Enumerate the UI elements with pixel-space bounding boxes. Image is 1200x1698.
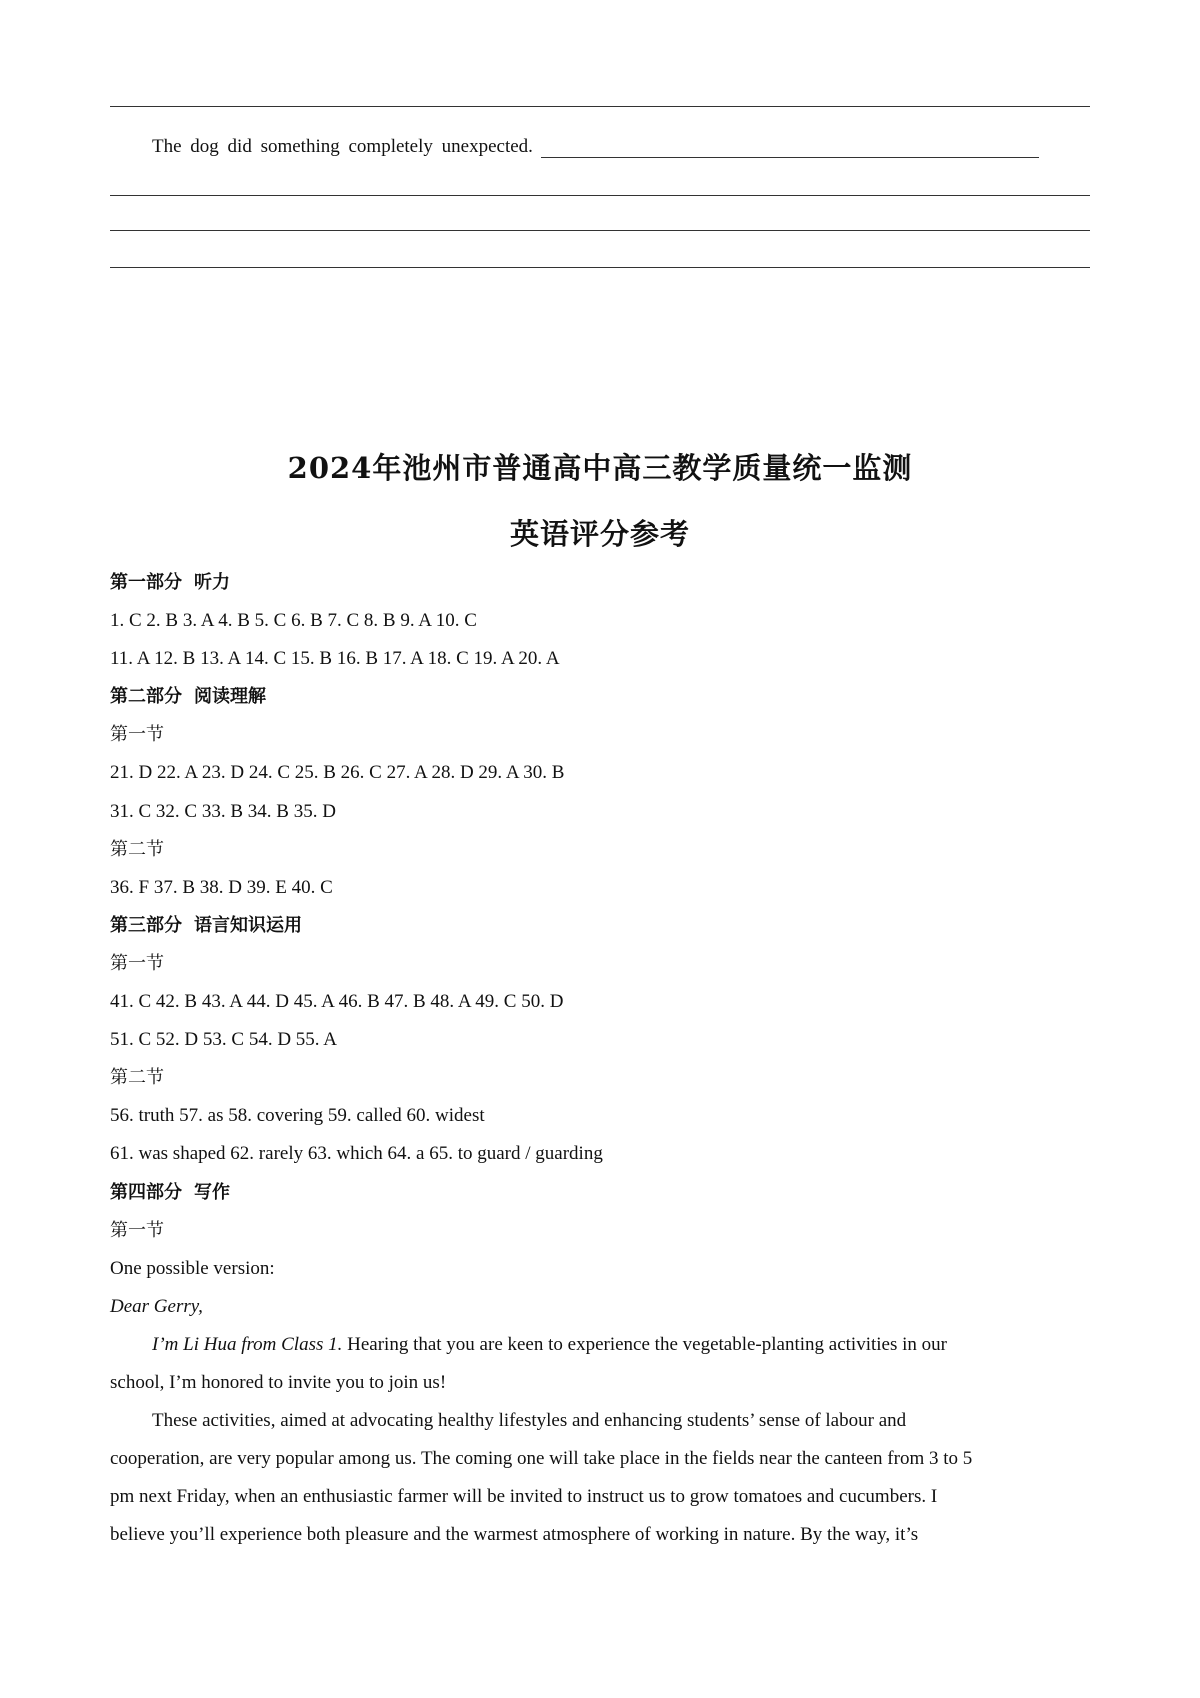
- part4-heading-num: 第四部分: [110, 1181, 182, 1203]
- part3-heading-name: 语言知识运用: [194, 914, 302, 936]
- part4-heading-name: 写作: [194, 1181, 230, 1203]
- writing-rule-3: [110, 230, 1090, 231]
- answer-key: [110, 564, 1090, 1554]
- part3-section1-label: 第一节: [110, 952, 164, 974]
- part2-heading: [110, 678, 1090, 716]
- version-label: One possible version:: [110, 1257, 275, 1279]
- part4-heading: [110, 1174, 1090, 1212]
- part1-row2: 11. A 12. B 13. A 14. C 15. B 16. B 17. A 18. C 19. A 20. A: [110, 648, 560, 670]
- part1-row1: 1. C 2. B 3. A 4. B 5. C 6. B 7. C 8. B 9. A 10. C: [110, 610, 477, 632]
- part2-section1-row1: 21. D 22. A 23. D 24. C 25. B 26. C 27. A 28. D 29. A 30. B: [110, 762, 565, 784]
- part1-heading-name: 听力: [194, 572, 230, 593]
- letter-para1-line1-rest: Hearing that you are keen to experience the vegetable-planting activities in our: [342, 1333, 947, 1355]
- part3-section2-row2: 61. was shaped 62. rarely 63. which 64. a 65. to guard / guarding: [110, 1143, 603, 1165]
- part3-section1-row1: 41. C 42. B 43. A 44. D 45. A 46. B 47. B 48. A 49. C 50. D: [110, 991, 564, 1013]
- part2-section1-row2: 31. C 32. C 33. B 34. B 35. D: [110, 800, 336, 822]
- part3-section1-row2: 51. C 52. D 53. C 54. D 55. A: [110, 1029, 337, 1051]
- part2-heading-num: 第二部分: [110, 686, 182, 708]
- part3-heading: [110, 907, 1090, 945]
- letter-para2-line2: cooperation, are very popular among us. The coming one will take place in the fields near the canteen from 3 to 5: [110, 1448, 973, 1470]
- letter-para2-line1: These activities, aimed at advocating healthy lifestyles and enhancing students’ sense of labour and: [152, 1410, 907, 1432]
- part2-heading-name: 阅读理解: [194, 686, 266, 708]
- letter-para1-line1: [110, 1326, 1090, 1364]
- page-title: 2024年池州市普通高中高三教学质量统一监测: [287, 451, 913, 485]
- part1-heading-num: 第一部分: [110, 572, 182, 593]
- part4-section1-label: 第一节: [110, 1219, 164, 1241]
- part2-section1-label: 第一节: [110, 724, 164, 746]
- writing-prompt-line: [152, 136, 1039, 158]
- page-subtitle: 英语评分参考: [509, 517, 690, 551]
- letter-para2-line4: believe you’ll experience both pleasure and the warmest atmosphere of working in nature. By the way, it’s: [110, 1524, 919, 1546]
- letter-intro: I’m Li Hua from Class 1.: [152, 1333, 343, 1355]
- writing-rule-2: [110, 195, 1090, 196]
- writing-prompt-text: The dog did something completely unexpected.: [152, 136, 533, 157]
- letter-para1-line2: school, I’m honored to invite you to join us!: [110, 1371, 447, 1393]
- letter-para2-line3: pm next Friday, when an enthusiastic farmer will be invited to instruct us to grow tomatoes and cucumbers. I: [110, 1486, 938, 1508]
- part3-heading-num: 第三部分: [110, 914, 182, 936]
- letter-salutation: Dear Gerry,: [110, 1295, 203, 1317]
- part3-section2-row1: 56. truth 57. as 58. covering 59. called 60. widest: [110, 1105, 485, 1127]
- part1-heading: [110, 564, 1090, 602]
- writing-rule-4: [110, 267, 1090, 268]
- writing-rule-1: [110, 106, 1090, 107]
- part2-section2-label: 第二节: [110, 838, 164, 860]
- part2-section2-row1: 36. F 37. B 38. D 39. E 40. C: [110, 876, 333, 898]
- writing-blank: [541, 139, 1039, 158]
- part3-section2-label: 第二节: [110, 1067, 164, 1089]
